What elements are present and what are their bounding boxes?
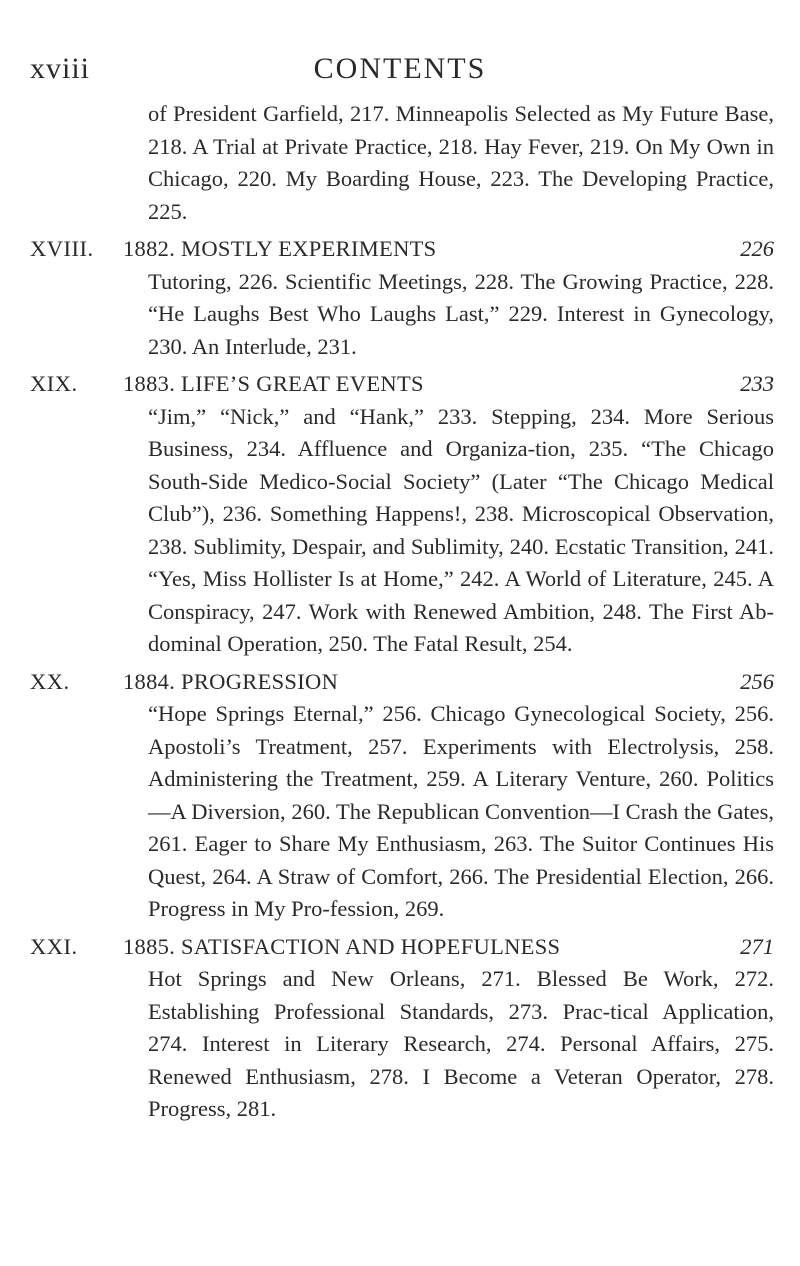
continued-entry-text: of President Garfield, 217. Minneapolis Selected as My Future Base, 218. A Trial at Private Practice, 218. Hay Fever, 219. On My Own in Chicago, 220. My Boarding House, 223. The Developing Practice, 225. — [148, 101, 774, 224]
chapter-number: XX. — [30, 668, 70, 694]
chapter-page: 226 — [740, 236, 774, 261]
page-number: xviii — [30, 52, 91, 85]
chapter-number: XVIII. — [30, 236, 94, 261]
chapter-description: Hot Springs and New Orleans, 271. Blessed Be Work, 272. Establishing Professional Standards, 273. Prac-tical Application, 274. Interest in Literary Research, 274. Personal Affairs, 275. Renewed Enthusiasm, 278. I Become a Veteran Operator, 278. Progress, 281. — [148, 966, 774, 1121]
chapter-page: 271 — [740, 933, 774, 959]
chapter-title: 1884. PROGRESSION — [123, 668, 339, 694]
chapter-number: XXI. — [30, 933, 78, 959]
chapter-description: Tutoring, 226. Scientific Meetings, 228. The Growing Practice, 228. “He Laughs Best Who Laughs Last,” 229. Interest in Gynecology, 230. An Interlude, 231. — [148, 268, 774, 359]
chapter-heading-line — [123, 931, 774, 964]
chapter-entry — [0, 931, 800, 1126]
chapter-title: 1882. MOSTLY EXPERIMENTS — [123, 236, 437, 261]
chapter-title: 1883. LIFE’S GREAT EVENTS — [123, 371, 424, 396]
chapter-entry — [0, 666, 800, 926]
chapter-page: 233 — [740, 371, 774, 396]
chapter-heading-line — [123, 368, 774, 401]
chapter-heading-line — [123, 233, 774, 266]
chapter-description: “Jim,” “Nick,” and “Hank,” 233. Stepping, 234. More Serious Business, 234. Affluence and Organiza-tion, 235. “The Chicago South-Side Medico-Social Society” (Later “The Chicago Medical Club”), 236. Something Happens!, 238. Microscopical Observation, 238. Sublimity, Despair, and Sublimity, 240. Ecstatic Transition, 241. “Yes, Miss Hollister Is at Home,” 242. A World of Literature, 245. A Conspiracy, 247. Work with Renewed Ambition, 248. The First Ab-dominal Operation, 250. The Fatal Result, 254. — [148, 403, 774, 656]
chapter-entry — [0, 233, 800, 363]
chapter-heading-line — [123, 666, 774, 699]
chapter-number: XIX. — [30, 371, 78, 396]
contents-body — [0, 98, 800, 1126]
chapter-page: 256 — [740, 668, 774, 694]
chapter-entry — [0, 368, 800, 661]
chapter-description: “Hope Springs Eternal,” 256. Chicago Gynecological Society, 256. Apostoli’s Treatment, 257. Experiments with Electrolysis, 258. Administering the Treatment, 259. A Literary Venture, 260. Politics—A Diversion, 260. The Republican Convention—I Crash the Gates, 261. Eager to Share My Enthusiasm, 263. The Suitor Continues His Quest, 264. A Straw of Comfort, 266. The Presidential Election, 266. Progress in My Pro-fession, 269. — [148, 701, 774, 921]
running-head: CONTENTS — [313, 52, 487, 85]
page-header — [0, 50, 800, 90]
chapter-title: 1885. SATISFACTION AND HOPEFULNESS — [123, 933, 561, 959]
